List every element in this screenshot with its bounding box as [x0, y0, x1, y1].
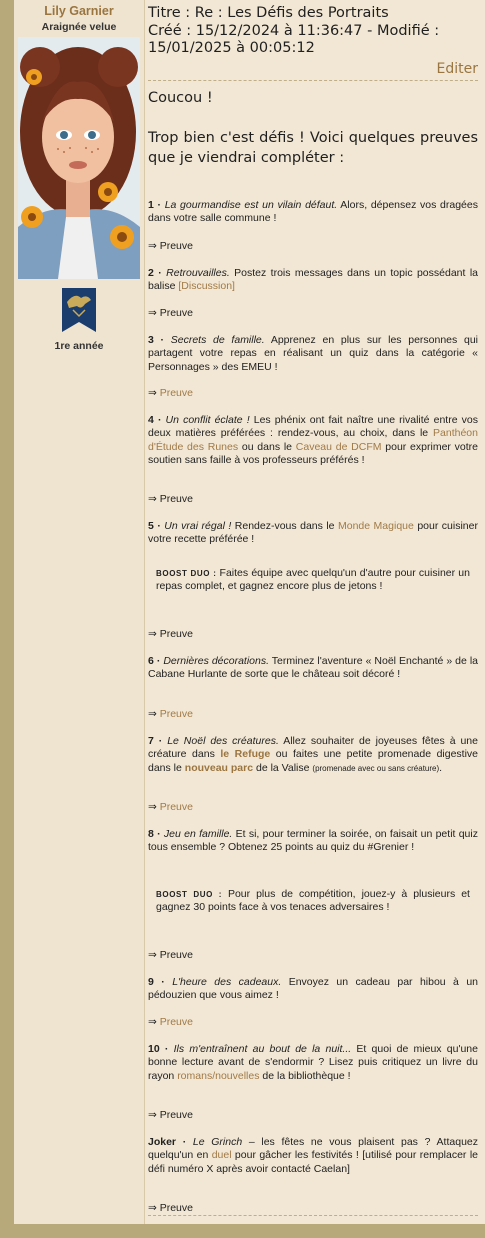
challenge-joker: Joker · Le Grinch – les fêtes ne vous plaisent pas ? Attaquez quelqu'un en duel pour gâcher les festivités ! [utilisé pour remplacer le défi numéro X après avoir contacté Caelan] [148, 1135, 478, 1175]
proof-link-6[interactable]: Preuve [159, 707, 193, 720]
proof-10: ⇒ Preuve [148, 1108, 193, 1121]
post-header [148, 0, 478, 58]
proof-8: ⇒ Preuve [148, 948, 193, 961]
dcfm-caveau-link[interactable]: Caveau de DCFM [295, 440, 382, 453]
boost-duo-2: BOOST DUO : Pour plus de compétition, jouez-y à plusieurs et gagnez 30 points face à vos tenaces adversaires ! [156, 887, 470, 913]
new-park-link[interactable]: nouveau parc [184, 761, 254, 774]
post-frame [14, 0, 485, 1224]
challenge-item-10: 10 · Ils m'entraînent au bout de la nuit... Et quoi de mieux qu'une bonne lecture avant de s'endormir ? Lisez puis critiquez un livre du rayon romans/nouvelles de la bibliothèque ! [148, 1042, 478, 1082]
author-name[interactable]: Lily Garnier [44, 4, 114, 18]
avatar-illustration [18, 37, 140, 279]
discussion-tag-link[interactable]: [Discussion] [178, 280, 235, 292]
challenge-item-4: 4 · Un conflit éclate ! Les phénix ont fait naître une rivalité entre vos deux matières préférées : rendez-vous, au choix, dans le Panthéon d'Étude des Runes ou dans le Caveau de DCFM pour exprimer votre soutien sans faille à vos professeurs préférés ! [148, 413, 479, 466]
proof-5: ⇒ Preuve [148, 627, 193, 640]
footer-divider [148, 1215, 478, 1216]
novels-shelf-link[interactable]: romans/nouvelles [177, 1069, 260, 1082]
intro-paragraph: Trop bien c'est défis ! Voici quelques preuves que je viendrai compléter : [148, 129, 478, 166]
post-content [148, 0, 478, 1238]
challenge-item-5: 5 · Un vrai régal ! Rendez-vous dans le Monde Magique pour cuisiner votre recette préférée ! [148, 519, 478, 545]
edit-row [148, 58, 478, 78]
post-dates: Créé : 15/12/2024 à 11:36:47 - Modifié : 15/01/2025 à 00:05:12 [148, 22, 440, 56]
proof-9: ⇒ Preuve [148, 1015, 193, 1028]
proof-3: ⇒ Preuve [148, 386, 193, 399]
author-rank: Araignée velue [41, 21, 117, 33]
boost-duo-1: BOOST DUO : Faites équipe avec quelqu'un d'autre pour cuisiner un repas complet, et gagnez encore plus de jetons ! [156, 566, 470, 592]
author-avatar[interactable] [18, 37, 140, 279]
refuge-link[interactable]: le Refuge [220, 748, 271, 760]
challenge-list [148, 168, 478, 1238]
proof-4: ⇒ Preuve [148, 492, 193, 505]
intro-text [148, 81, 478, 168]
challenge-item-1: 1 · La gourmandise est un vilain défaut. Alors, dépensez vos dragées dans votre salle commune ! [148, 198, 478, 224]
challenge-item-2: 2 · Retrouvailles. Postez trois messages dans un topic possédant la balise [Discussion] [148, 266, 478, 292]
challenge-item-3: 3 · Secrets de famille. Apprenez en plus sur les personnes qui partagent votre repas en réalisant un quiz dans la catégorie « Personnages » des EMEU ! [148, 333, 478, 373]
challenge-item-6: 6 · Dernières décorations. Terminez l'aventure « Noël Enchanté » de la Cabane Hurlante de sorte que le château soit décoré ! [148, 654, 478, 680]
proof-1: ⇒ Preuve [148, 239, 193, 252]
house-crest-icon [59, 286, 99, 334]
proof-7: ⇒ Preuve [148, 800, 193, 813]
proof-2: ⇒ Preuve [148, 306, 193, 319]
proof-6: ⇒ Preuve [148, 707, 193, 720]
proof-joker: ⇒ Preuve [148, 1201, 193, 1214]
author-year: 1re année [54, 340, 104, 352]
proof-link-3[interactable]: Preuve [159, 386, 193, 399]
greeting: Coucou ! [148, 89, 213, 106]
proof-link-9[interactable]: Preuve [159, 1015, 193, 1028]
challenge-item-8: 8 · Jeu en famille. Et si, pour terminer la soirée, on faisait un petit quiz tous ensemble ? Obtenez 25 points au quiz du #Grenier ! [148, 827, 478, 853]
edit-button[interactable]: Editer [436, 60, 478, 77]
proof-link-7[interactable]: Preuve [159, 800, 193, 813]
post-title: Titre : Re : Les Défis des Portraits [148, 5, 389, 21]
runes-pantheon-link[interactable]: Panthéon d'Étude des Runes [148, 427, 478, 453]
author-sidebar [14, 0, 145, 1224]
challenge-item-7: 7 · Le Noël des créatures. Allez souhaiter de joyeuses fêtes à une créature dans le Refuge ou faites une petite promenade digestive dans le nouveau parc de la Valise (promenade avec ou sans créature). [148, 734, 479, 774]
challenge-item-9: 9 · L'heure des cadeaux. Envoyez un cadeau par hibou à un pédouzien que vous aimez ! [148, 975, 478, 1001]
duel-link[interactable]: duel [211, 1149, 232, 1161]
magic-world-link[interactable]: Monde Magique [337, 519, 414, 532]
